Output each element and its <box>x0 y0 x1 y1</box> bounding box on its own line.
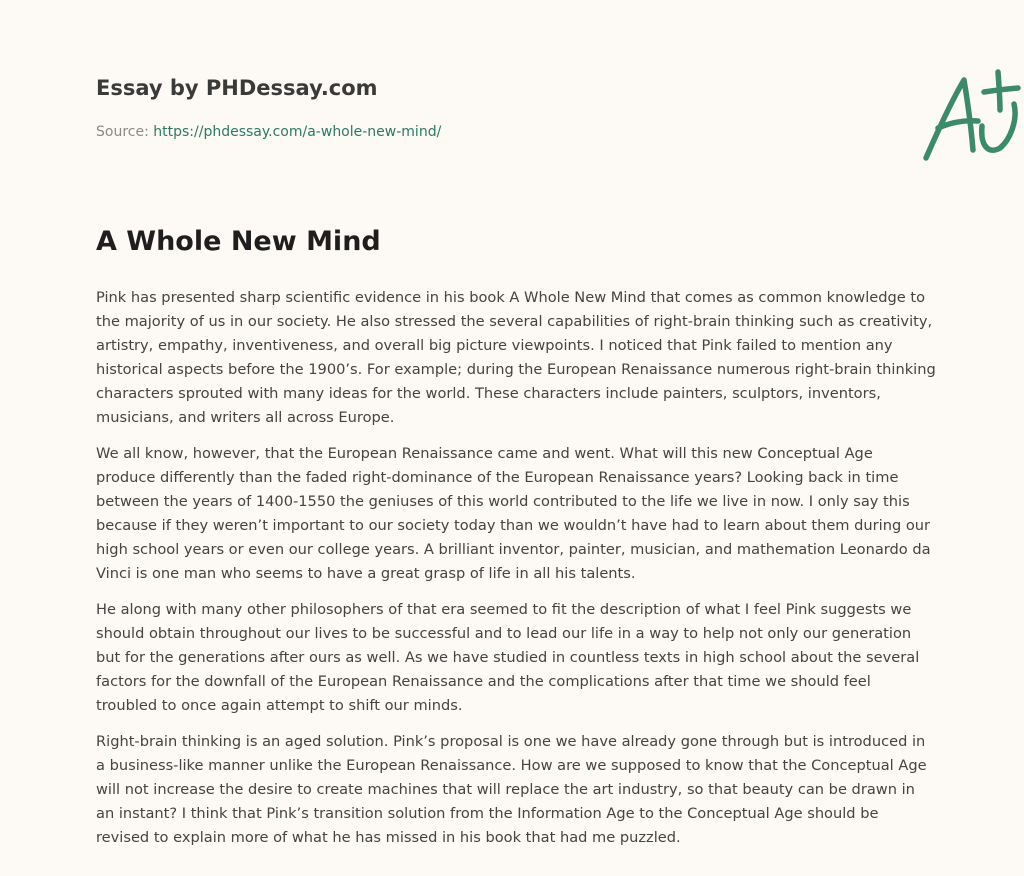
source-line <box>96 124 441 140</box>
essay-paragraph: We all know, however, that the European Renaissance came and went. What will this new Conceptual Age produce differently than the faded right-dominance of the European Renaissance years? Looking back in time between the years of 1400-1550 the geniuses of this world contributed to the life we live in now. I only say this because if they weren’t important to our society today than we wouldn’t have had to learn about them during our high school years or even our college years. A brilliant inventor, painter, musician, and mathemation Leonardo da Vinci is one man who seems to have a great grasp of life in all his talents. <box>96 445 931 582</box>
source-link[interactable]: https://phdessay.com/a-whole-new-mind/ <box>153 124 442 140</box>
essay-title: A Whole New Mind <box>96 226 381 257</box>
a-plus-grade-icon <box>918 64 1024 168</box>
essay-body <box>96 286 936 862</box>
essay-paragraph: He along with many other philosophers of that era seemed to fit the description of what I feel Pink suggests we should obtain throughout our lives to be successful and to lead our life in a way to help not only our generation but for the generations after ours as well. As we have studied in countless texts in high school about the several factors for the downfall of the European Renaissance and the complications after that time we should feel troubled to once again attempt to shift our minds. <box>96 601 920 714</box>
essay-paragraph: Right-brain thinking is an aged solution. Pink’s proposal is one we have already gone through but is introduced in a business-like manner unlike the European Renaissance. How are we supposed to know that the Conceptual Age will not increase the desire to create machines that will replace the art industry, so that beauty can be drawn in an instant? I think that Pink’s transition solution from the Information Age to the Conceptual Age should be revised to explain more of what he has missed in his book that had me puzzled. <box>96 733 927 846</box>
site-brand: Essay by PHDessay.com <box>96 76 378 100</box>
source-label: Source: <box>96 124 154 140</box>
essay-paragraph: Pink has presented sharp scientific evidence in his book A Whole New Mind that comes as common knowledge to the majority of us in our society. He also stressed the several capabilities of right-brain thinking such as creativity, artistry, empathy, inventiveness, and overall big picture viewpoints. I noticed that Pink failed to mention any historical aspects before the 1900’s. For example; during the European Renaissance numerous right-brain thinking characters sprouted with many ideas for the world. These characters include painters, sculptors, inventors, musicians, and writers all across Europe. <box>96 289 936 426</box>
